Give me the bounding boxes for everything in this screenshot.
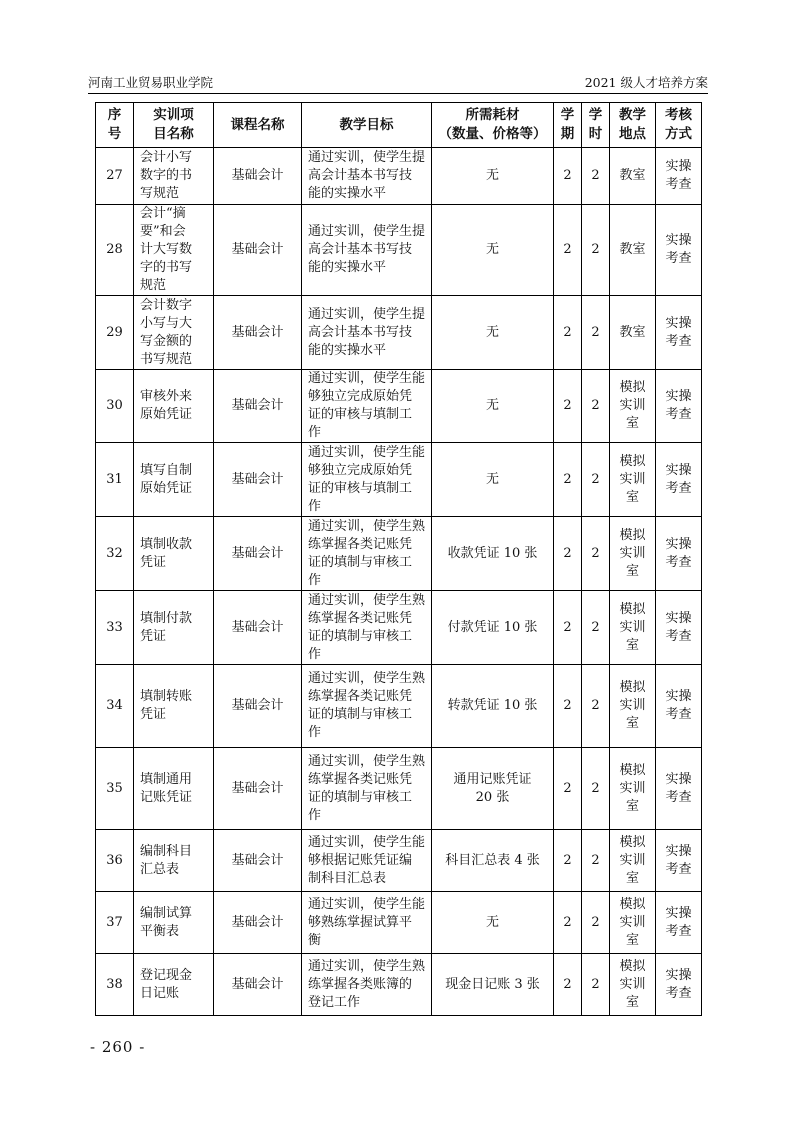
- cell-consumables: 付款凭证 10 张: [432, 591, 554, 665]
- cell-semester: 2: [554, 296, 582, 370]
- cell-goal: 通过实训，使学生提 高会计基本书写技 能的实操水平: [302, 148, 432, 205]
- cell-location: 模拟 实训 室: [610, 830, 656, 892]
- cell-location: 模拟 实训 室: [610, 665, 656, 748]
- cell-location: 模拟 实训 室: [610, 954, 656, 1016]
- cell-no: 37: [96, 892, 134, 954]
- cell-semester: 2: [554, 830, 582, 892]
- cell-semester: 2: [554, 205, 582, 296]
- cell-project: 审核外来 原始凭证: [134, 370, 214, 443]
- cell-hours: 2: [582, 830, 610, 892]
- table-row: [96, 205, 702, 296]
- cell-course: 基础会计: [214, 517, 302, 591]
- cell-assessment: 实操 考查: [656, 517, 702, 591]
- table-row: [96, 443, 702, 517]
- cell-consumables: 无: [432, 205, 554, 296]
- col-header-course: 课程名称: [214, 103, 302, 148]
- cell-location: 教室: [610, 148, 656, 205]
- cell-consumables: 现金日记账 3 张: [432, 954, 554, 1016]
- table-row: [96, 748, 702, 830]
- cell-semester: 2: [554, 148, 582, 205]
- cell-assessment: 实操 考查: [656, 954, 702, 1016]
- cell-project: 编制试算 平衡表: [134, 892, 214, 954]
- table-row: [96, 148, 702, 205]
- table-body: [96, 148, 702, 1016]
- cell-location: 模拟 实训 室: [610, 443, 656, 517]
- cell-goal: 通过实训，使学生能 够独立完成原始凭 证的审核与填制工 作: [302, 443, 432, 517]
- cell-no: 32: [96, 517, 134, 591]
- col-header-assessment: 考核 方式: [656, 103, 702, 148]
- cell-no: 28: [96, 205, 134, 296]
- cell-project: 填制通用 记账凭证: [134, 748, 214, 830]
- cell-no: 35: [96, 748, 134, 830]
- table-row: [96, 665, 702, 748]
- cell-no: 29: [96, 296, 134, 370]
- cell-goal: 通过实训，使学生熟 练掌握各类记账凭 证的填制与审核工 作: [302, 517, 432, 591]
- cell-goal: 通过实训，使学生提 高会计基本书写技 能的实操水平: [302, 296, 432, 370]
- cell-course: 基础会计: [214, 205, 302, 296]
- cell-course: 基础会计: [214, 296, 302, 370]
- table-row: [96, 892, 702, 954]
- cell-semester: 2: [554, 517, 582, 591]
- cell-consumables: 无: [432, 296, 554, 370]
- table-row: [96, 517, 702, 591]
- cell-goal: 通过实训，使学生提 高会计基本书写技 能的实操水平: [302, 205, 432, 296]
- cell-assessment: 实操 考查: [656, 443, 702, 517]
- cell-goal: 通过实训，使学生能 够根据记账凭证编 制科目汇总表: [302, 830, 432, 892]
- cell-consumables: 转款凭证 10 张: [432, 665, 554, 748]
- cell-project: 会计小写 数字的书 写规范: [134, 148, 214, 205]
- cell-no: 31: [96, 443, 134, 517]
- cell-semester: 2: [554, 954, 582, 1016]
- cell-assessment: 实操 考查: [656, 205, 702, 296]
- cell-assessment: 实操 考查: [656, 296, 702, 370]
- cell-semester: 2: [554, 748, 582, 830]
- cell-assessment: 实操 考查: [656, 370, 702, 443]
- cell-goal: 通过实训，使学生熟 练掌握各类记账凭 证的填制与审核工 作: [302, 748, 432, 830]
- cell-course: 基础会计: [214, 748, 302, 830]
- table-row: [96, 591, 702, 665]
- page-number: - 260 -: [90, 1038, 146, 1056]
- cell-semester: 2: [554, 443, 582, 517]
- cell-location: 模拟 实训 室: [610, 370, 656, 443]
- cell-no: 33: [96, 591, 134, 665]
- cell-hours: 2: [582, 665, 610, 748]
- cell-consumables: 无: [432, 443, 554, 517]
- cell-location: 模拟 实训 室: [610, 591, 656, 665]
- cell-course: 基础会计: [214, 830, 302, 892]
- cell-assessment: 实操 考查: [656, 892, 702, 954]
- cell-project: 填制收款 凭证: [134, 517, 214, 591]
- cell-goal: 通过实训，使学生熟 练掌握各类账簿的 登记工作: [302, 954, 432, 1016]
- cell-no: 27: [96, 148, 134, 205]
- cell-course: 基础会计: [214, 370, 302, 443]
- cell-semester: 2: [554, 370, 582, 443]
- cell-semester: 2: [554, 892, 582, 954]
- cell-semester: 2: [554, 665, 582, 748]
- col-header-goal: 教学目标: [302, 103, 432, 148]
- cell-assessment: 实操 考查: [656, 591, 702, 665]
- table-header-row: [96, 103, 702, 148]
- cell-hours: 2: [582, 370, 610, 443]
- cell-course: 基础会计: [214, 443, 302, 517]
- col-header-hours: 学 时: [582, 103, 610, 148]
- cell-project: 填写自制 原始凭证: [134, 443, 214, 517]
- cell-project: 编制科目 汇总表: [134, 830, 214, 892]
- cell-no: 36: [96, 830, 134, 892]
- cell-hours: 2: [582, 954, 610, 1016]
- cell-hours: 2: [582, 205, 610, 296]
- institution-name: 河南工业贸易职业学院: [88, 75, 214, 90]
- cell-no: 34: [96, 665, 134, 748]
- cell-hours: 2: [582, 148, 610, 205]
- cell-goal: 通过实训，使学生熟 练掌握各类记账凭 证的填制与审核工 作: [302, 665, 432, 748]
- cell-semester: 2: [554, 591, 582, 665]
- cell-no: 38: [96, 954, 134, 1016]
- col-header-no: 序 号: [96, 103, 134, 148]
- cell-assessment: 实操 考查: [656, 148, 702, 205]
- cell-project: 会计“摘 要”和会 计大写数 字的书写 规范: [134, 205, 214, 296]
- cell-consumables: 通用记账凭证 20 张: [432, 748, 554, 830]
- cell-hours: 2: [582, 517, 610, 591]
- col-header-semester: 学 期: [554, 103, 582, 148]
- cell-course: 基础会计: [214, 892, 302, 954]
- cell-assessment: 实操 考查: [656, 665, 702, 748]
- document-title: 2021 级人才培养方案: [584, 75, 708, 90]
- cell-hours: 2: [582, 443, 610, 517]
- cell-course: 基础会计: [214, 148, 302, 205]
- cell-consumables: 科目汇总表 4 张: [432, 830, 554, 892]
- cell-hours: 2: [582, 296, 610, 370]
- cell-project: 会计数字 小写与大 写金额的 书写规范: [134, 296, 214, 370]
- cell-location: 模拟 实训 室: [610, 748, 656, 830]
- col-header-consumables: 所需耗材 （数量、价格等）: [432, 103, 554, 148]
- cell-goal: 通过实训，使学生能 够独立完成原始凭 证的审核与填制工 作: [302, 370, 432, 443]
- cell-assessment: 实操 考查: [656, 830, 702, 892]
- cell-assessment: 实操 考查: [656, 748, 702, 830]
- cell-course: 基础会计: [214, 591, 302, 665]
- cell-location: 教室: [610, 205, 656, 296]
- header-rule: [88, 93, 708, 94]
- cell-consumables: 无: [432, 148, 554, 205]
- training-table: [95, 102, 702, 1016]
- cell-goal: 通过实训，使学生熟 练掌握各类记账凭 证的填制与审核工 作: [302, 591, 432, 665]
- col-header-location: 教学 地点: [610, 103, 656, 148]
- cell-project: 填制付款 凭证: [134, 591, 214, 665]
- cell-location: 教室: [610, 296, 656, 370]
- table-row: [96, 296, 702, 370]
- cell-project: 填制转账 凭证: [134, 665, 214, 748]
- table-row: [96, 830, 702, 892]
- cell-goal: 通过实训，使学生能 够熟练掌握试算平 衡: [302, 892, 432, 954]
- cell-consumables: 收款凭证 10 张: [432, 517, 554, 591]
- table-row: [96, 954, 702, 1016]
- page-header: [88, 74, 708, 92]
- cell-course: 基础会计: [214, 954, 302, 1016]
- cell-course: 基础会计: [214, 665, 302, 748]
- cell-location: 模拟 实训 室: [610, 517, 656, 591]
- cell-project: 登记现金 日记账: [134, 954, 214, 1016]
- cell-consumables: 无: [432, 892, 554, 954]
- cell-hours: 2: [582, 591, 610, 665]
- cell-no: 30: [96, 370, 134, 443]
- table-row: [96, 370, 702, 443]
- col-header-project: 实训项 目名称: [134, 103, 214, 148]
- cell-location: 模拟 实训 室: [610, 892, 656, 954]
- cell-hours: 2: [582, 892, 610, 954]
- cell-hours: 2: [582, 748, 610, 830]
- cell-consumables: 无: [432, 370, 554, 443]
